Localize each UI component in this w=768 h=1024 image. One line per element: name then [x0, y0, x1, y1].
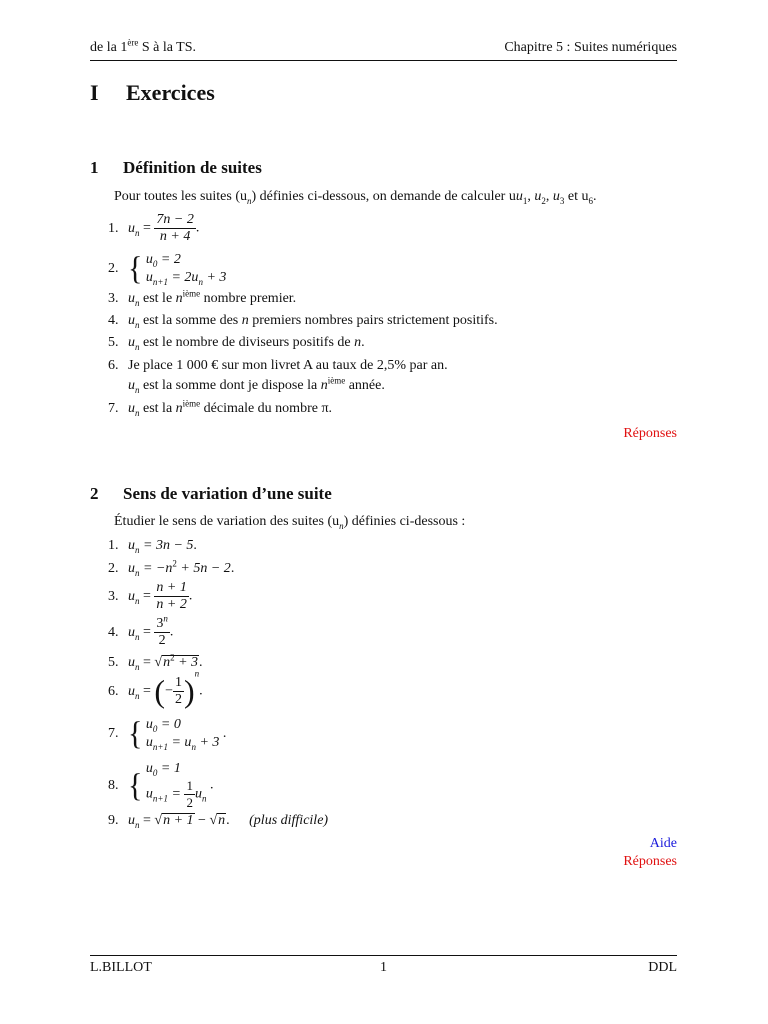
fraction: $\frac{1}{2}$: [174, 675, 182, 707]
s2-item-1: 1. $u_n = 3n - 5$.: [108, 538, 197, 555]
s1-item-6: 6. Je place 1 000 € sur mon livret A au taux de 2,5% par an.: [108, 358, 448, 373]
recurrence-system: $u_0 = 2$ $u_{n+1} = 2u_n + 3$: [145, 252, 227, 287]
s1-item-1: 1. $u_n$ = $\frac{7n - 2}{n + 4}$ .: [108, 212, 200, 244]
s1-item-6-line2: $u_n$ est la somme dont je dispose la $n^{ième}$ année.: [128, 375, 385, 395]
recurrence-system: $u_0 = 0$ $u_{n+1} = u_n + 3$: [145, 717, 220, 752]
header-left: de la 1ère S à la TS.: [90, 37, 197, 55]
footer-left: L.BILLOT: [90, 960, 152, 975]
section1-heading: 1 Définition de suites: [90, 158, 262, 177]
part-title: Exercices: [126, 80, 215, 105]
footer-right: DDL: [648, 960, 677, 975]
s1-item-3: 3. $u_n$ est le $n^{ième}$ nombre premier.: [108, 288, 297, 308]
s2-item-7: 7. { $u_0 = 0$ $u_{n+1} = u_n + 3$ .: [108, 715, 227, 752]
section2-heading: 2 Sens de variation d’une suite: [90, 484, 332, 503]
s2-item-2: 2. $u_n = -n^2 + 5n - 2$.: [108, 558, 235, 578]
fraction: $\frac{7n - 2}{n + 4}$: [156, 212, 194, 244]
part-number: I: [90, 80, 99, 105]
section2-title: Sens de variation d’une suite: [123, 484, 332, 503]
section1-answers-link[interactable]: Réponses: [623, 426, 677, 441]
s2-item-6: 6. $u_n$ = (− $\frac{1}{2}$ )$^n$.: [108, 668, 203, 709]
s2-item-3: 3. $u_n$ = $\frac{n + 1}{n + 2}$ .: [108, 580, 193, 612]
header-right: Chapitre 5 : Suites numériques: [504, 40, 677, 55]
section1-intro: Pour toutes les suites $(u_n)$ définies ci-dessous, on demande de calculer $uu_1$, $u_2$, $u_3$ et $u_6$.: [114, 189, 597, 206]
section2-help-link[interactable]: Aide: [649, 836, 677, 851]
footer-rule: [90, 955, 677, 956]
square-root: n + 1: [163, 813, 194, 828]
fraction: $\frac{3^n}{2}$: [156, 613, 168, 648]
difficulty-note: (plus difficile): [249, 813, 329, 828]
s2-item-5: 5. $u_n = √n^2 + 3$.: [108, 652, 203, 672]
s1-item-2: 2. { $u_0 = 2$ $u_{n+1} = 2u_n + 3$: [108, 250, 227, 287]
section1-title: Définition de suites: [123, 158, 262, 177]
square-root: n: [218, 813, 226, 828]
part-heading: [90, 80, 215, 106]
s1-item-7: 7. $u_n$ est la $n^{ième}$ décimale du nombre π.: [108, 398, 333, 418]
s2-item-8: 8. { $u_0 = 1$ $u_{n+1}$ = $\frac{1}{2}$ $u_n$ .: [108, 761, 214, 810]
header-rule: [90, 60, 677, 61]
fraction: $\frac{n + 1}{n + 2}$: [156, 580, 187, 612]
page-number: 1: [380, 960, 387, 975]
s1-item-4: 4. $u_n$ est la somme des n premiers nombres pairs strictement positifs.: [108, 313, 498, 330]
s2-item-4: 4. $u_n$ = $\frac{3^n}{2}$ .: [108, 613, 174, 648]
s2-item-9: 9. $u_n = √n + 1 - √n$. (plus difficile): [108, 813, 329, 830]
section2-intro: Étudier le sens de variation des suites $(u_n)$ définies ci-dessous :: [114, 514, 466, 531]
square-root: $n^2 + 3$: [163, 652, 199, 670]
s1-item-5: 5. $u_n$ est le nombre de diviseurs positifs de n.: [108, 335, 365, 352]
recurrence-system: $u_0 = 1$ $u_{n+1}$ = $\frac{1}{2}$ $u_n$: [145, 761, 207, 810]
section2-answers-link[interactable]: Réponses: [623, 854, 677, 869]
